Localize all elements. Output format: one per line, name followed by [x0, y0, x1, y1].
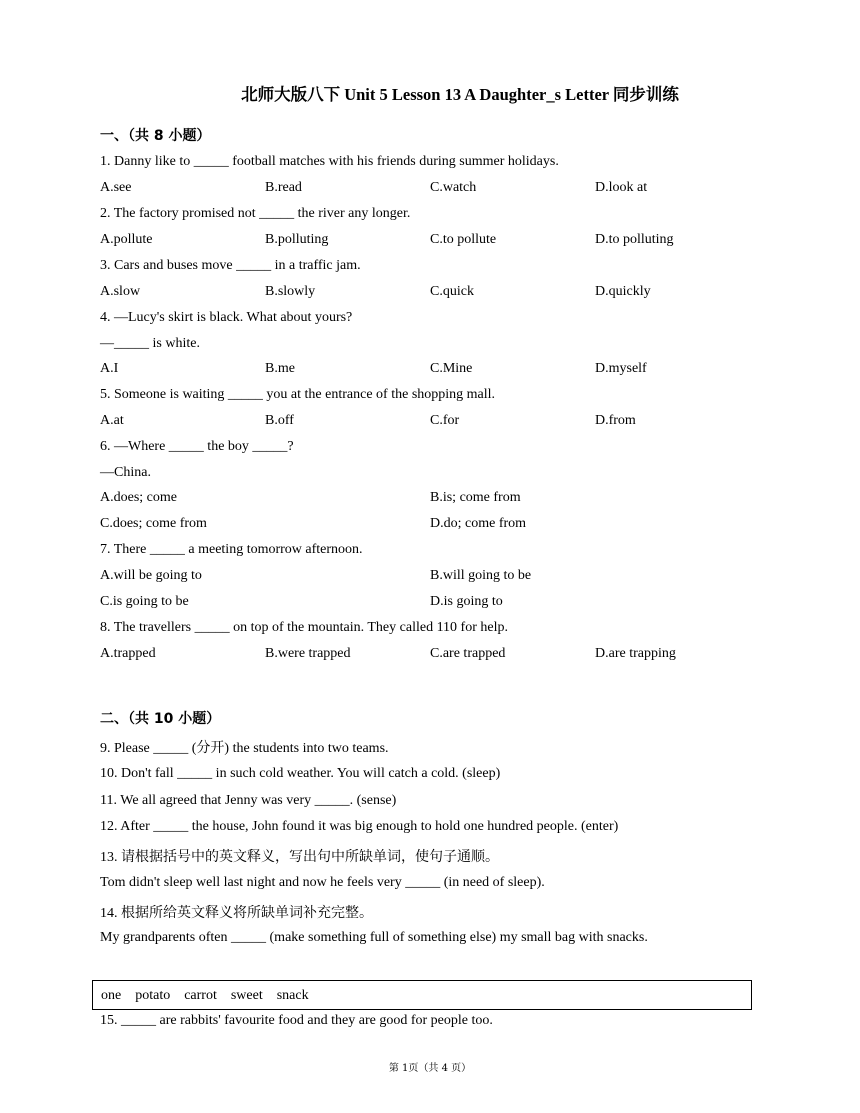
question-15: 15. _____ are rabbits' favourite food and they are good for people too.: [100, 1013, 493, 1028]
question-4-stem: 4. —Lucy's skirt is black. What about yours?: [100, 310, 353, 325]
q7-option-c: C.is going to be: [100, 594, 189, 609]
q4-option-c: C.Mine: [430, 361, 473, 376]
question-1-stem: 1. Danny like to _____ football matches with his friends during summer holidays.: [100, 154, 559, 169]
q1-option-a: A.see: [100, 180, 132, 195]
word-bank-box: [92, 980, 752, 1010]
q5-option-d: D.from: [595, 413, 636, 428]
q3-option-b: B.slowly: [265, 284, 316, 299]
section-2-heading: 二、（共 10 小题）: [100, 711, 221, 727]
question-14-instruction: 14. 根据所给英文释义将所缺单词补充完整。: [100, 906, 373, 921]
q6-option-c: C.does; come from: [100, 516, 207, 531]
q4-option-a: A.I: [100, 361, 119, 376]
question-13: Tom didn't sleep well last night and now he feels very _____ (in need of sleep).: [100, 875, 545, 890]
question-13-instruction: 13. 请根据括号中的英文释义，写出句中所缺单词，使句子通顺。: [100, 850, 499, 865]
q3-option-a: A.slow: [100, 284, 141, 299]
question-6-stem-reply: —China.: [100, 465, 151, 480]
q5-option-b: B.off: [265, 413, 294, 428]
q2-option-c: C.to pollute: [430, 232, 497, 247]
q1-option-b: B.read: [265, 180, 302, 195]
question-12: 12. After _____ the house, John found it was big enough to hold one hundred people. (enter): [100, 819, 619, 834]
question-14: My grandparents often _____ (make something full of something else) my small bag with snacks.: [100, 930, 648, 945]
section-1-heading: 一、（共 8 小题）: [100, 128, 211, 144]
q7-option-a: A.will be going to: [100, 568, 202, 583]
q7-option-d: D.is going to: [430, 594, 503, 609]
q6-option-b: B.is; come from: [430, 490, 521, 505]
question-6-stem: 6. —Where _____ the boy _____?: [100, 439, 294, 454]
page-title: 北师大版八下 Unit 5 Lesson 13 A Daughter_s Letter 同步训练: [241, 85, 679, 104]
q2-option-d: D.to polluting: [595, 232, 674, 247]
q7-option-b: B.will going to be: [430, 568, 532, 583]
q5-option-c: C.for: [430, 413, 460, 428]
q6-option-d: D.do; come from: [430, 516, 527, 531]
q2-option-b: B.polluting: [265, 232, 329, 247]
q8-option-a: A.trapped: [100, 646, 156, 661]
q2-option-a: A.pollute: [100, 232, 153, 247]
question-2-stem: 2. The factory promised not _____ the river any longer.: [100, 206, 411, 221]
word-bank-words: one potato carrot sweet snack: [101, 988, 309, 1003]
question-9: 9. Please _____ (分开) the students into two teams.: [100, 741, 389, 756]
q8-option-b: B.were trapped: [265, 646, 351, 661]
question-11: 11. We all agreed that Jenny was very _____. (sense): [100, 793, 397, 808]
q3-option-c: C.quick: [430, 284, 474, 299]
q8-option-c: C.are trapped: [430, 646, 506, 661]
q1-option-c: C.watch: [430, 180, 477, 195]
q8-option-d: D.are trapping: [595, 646, 676, 661]
q3-option-d: D.quickly: [595, 284, 651, 299]
question-3-stem: 3. Cars and buses move _____ in a traffic jam.: [100, 258, 361, 273]
question-4-stem-reply: —_____ is white.: [100, 336, 200, 351]
q6-option-a: A.does; come: [100, 490, 177, 505]
page-footer: 第 1页（共 4 页）: [388, 1063, 472, 1074]
question-5-stem: 5. Someone is waiting _____ you at the entrance of the shopping mall.: [100, 387, 496, 402]
question-10: 10. Don't fall _____ in such cold weather. You will catch a cold. (sleep): [100, 766, 501, 781]
q5-option-a: A.at: [100, 413, 124, 428]
question-8-stem: 8. The travellers _____ on top of the mountain. They called 110 for help.: [100, 620, 508, 635]
q4-option-d: D.myself: [595, 361, 647, 376]
question-7-stem: 7. There _____ a meeting tomorrow afternoon.: [100, 542, 363, 557]
q4-option-b: B.me: [265, 361, 295, 376]
q1-option-d: D.look at: [595, 180, 648, 195]
